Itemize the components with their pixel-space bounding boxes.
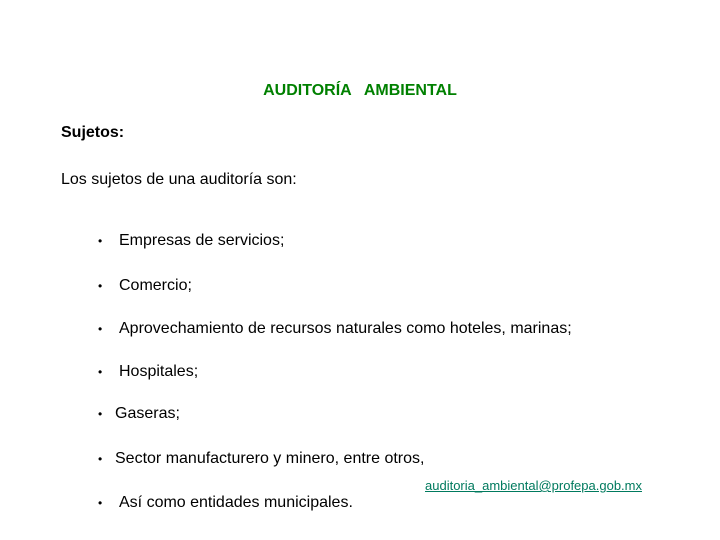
list-item-label: Sector manufacturero y minero, entre otros, <box>115 450 425 467</box>
list-item-label: Empresas de servicios; <box>119 232 285 249</box>
list-item <box>98 494 353 512</box>
slide-title: AUDITORÍA AMBIENTAL <box>263 82 457 99</box>
list-item-label: Gaseras; <box>115 405 180 422</box>
bullet-icon: • <box>98 407 103 421</box>
list-item-label: Así como entidades municipales. <box>119 494 353 511</box>
list-item-label: Hospitales; <box>119 363 199 380</box>
bullet-icon: • <box>98 279 103 293</box>
bullet-icon: • <box>98 234 103 248</box>
intro-text: Los sujetos de una auditoría son: <box>61 171 297 188</box>
list-item-label: Aprovechamiento de recursos naturales como hoteles, marinas; <box>119 320 572 337</box>
bullet-icon: • <box>98 322 103 336</box>
list-item <box>98 277 192 295</box>
list-item <box>98 450 424 468</box>
list-item-label: Comercio; <box>119 277 192 294</box>
list-item <box>98 405 180 423</box>
section-heading: Sujetos: <box>61 124 125 141</box>
bullet-icon: • <box>98 496 103 510</box>
list-item <box>98 232 284 250</box>
email-link[interactable]: auditoria_ambiental@profepa.gob.mx <box>425 478 642 493</box>
bullet-icon: • <box>98 365 103 379</box>
list-item <box>98 363 198 381</box>
list-item <box>98 320 572 338</box>
bullet-icon: • <box>98 452 103 466</box>
